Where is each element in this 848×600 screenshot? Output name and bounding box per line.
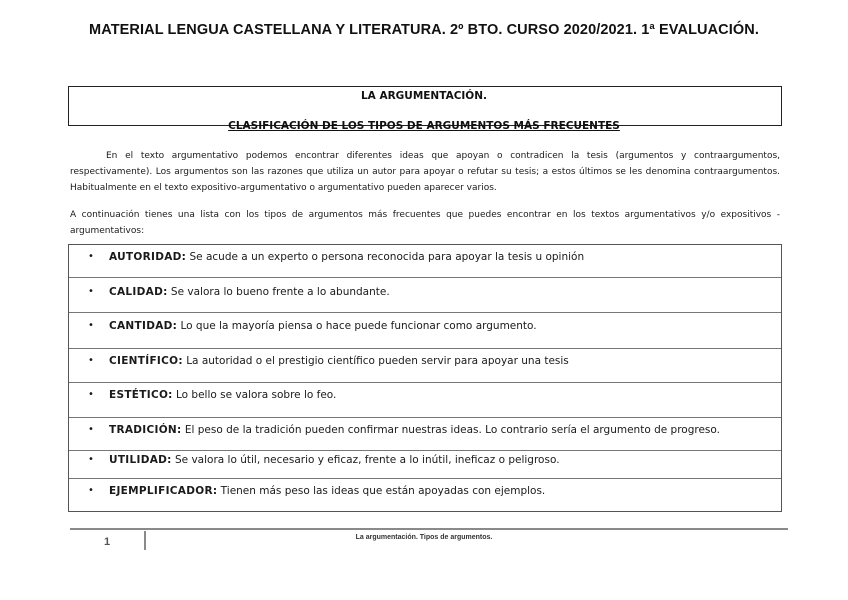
row-divider	[69, 312, 781, 313]
section-subtitle: CLASIFICACIÓN DE LOS TIPOS DE ARGUMENTOS MÁS FRECUENTES	[228, 120, 620, 132]
argument-term: UTILIDAD:	[109, 454, 172, 466]
argument-description: Se valora lo bueno frente a lo abundante.	[167, 286, 390, 298]
argument-description: Lo que la mayoría piensa o hace puede funcionar como argumento.	[177, 320, 537, 332]
footer-page-number: 1	[104, 536, 111, 548]
bullet-icon: •	[88, 485, 94, 496]
bullet-icon: •	[88, 251, 94, 262]
argument-types-list	[68, 244, 782, 512]
argument-description: Se valora lo útil, necesario y eficaz, frente a lo inútil, ineficaz o peligroso.	[171, 454, 560, 466]
footer-rule	[70, 528, 788, 530]
row-divider	[69, 348, 781, 349]
argument-description: La autoridad o el prestigio científico pueden servir para apoyar una tesis	[182, 355, 569, 367]
row-divider	[69, 382, 781, 383]
row-divider	[69, 450, 781, 451]
footer-text: La argumentación. Tipos de argumentos.	[355, 534, 493, 541]
bullet-icon: •	[88, 320, 94, 331]
section-title: LA ARGUMENTACIÓN.	[360, 90, 488, 102]
bullet-icon: •	[88, 389, 94, 400]
argument-term: EJEMPLIFICADOR:	[109, 485, 218, 497]
argument-description: Lo bello se valora sobre lo feo.	[172, 389, 337, 401]
argument-term: ESTÉTICO:	[109, 389, 173, 401]
row-divider	[69, 417, 781, 418]
argument-description: Tienen más peso las ideas que están apoyadas con ejemplos.	[217, 485, 546, 497]
argument-term: CALIDAD:	[109, 286, 168, 298]
argument-term: AUTORIDAD:	[109, 251, 187, 263]
bullet-icon: •	[88, 454, 94, 465]
argument-term: TRADICIÓN:	[109, 424, 182, 436]
row-divider	[69, 478, 781, 479]
argument-description: Se acude a un experto o persona reconocida para apoyar la tesis u opinión	[186, 251, 585, 263]
page-header: MATERIAL LENGUA CASTELLANA Y LITERATURA. 2º BTO. CURSO 2020/2021. 1ª EVALUACIÓN.	[89, 22, 759, 38]
argument-description: El peso de la tradición pueden confirmar nuestras ideas. Lo contrario sería el argumento de progreso.	[181, 424, 720, 436]
intro-paragraph-1: En el texto argumentativo podemos encontrar diferentes ideas que apoyan o contradicen la tesis (argumentos y contraargumentos, respectivamente). Los argumentos son las razones que utiliza un autor para apoyar o refutar su tesis; a estos últimos se les denomina contraargumentos. Habitualmente en el texto expositivo-argumentativo o argumentativo pueden aparecer varios.	[70, 151, 780, 193]
argument-term: CANTIDAD:	[109, 320, 178, 332]
row-divider	[69, 277, 781, 278]
argument-term: CIENTÍFICO:	[109, 355, 183, 367]
intro-paragraph-2: A continuación tienes una lista con los tipos de argumentos más frecuentes que puedes encontrar en los textos argumentativos y/o expositivos -argumentativos:	[70, 210, 780, 236]
bullet-icon: •	[88, 286, 94, 297]
bullet-icon: •	[88, 355, 94, 366]
bullet-icon: •	[88, 424, 94, 435]
